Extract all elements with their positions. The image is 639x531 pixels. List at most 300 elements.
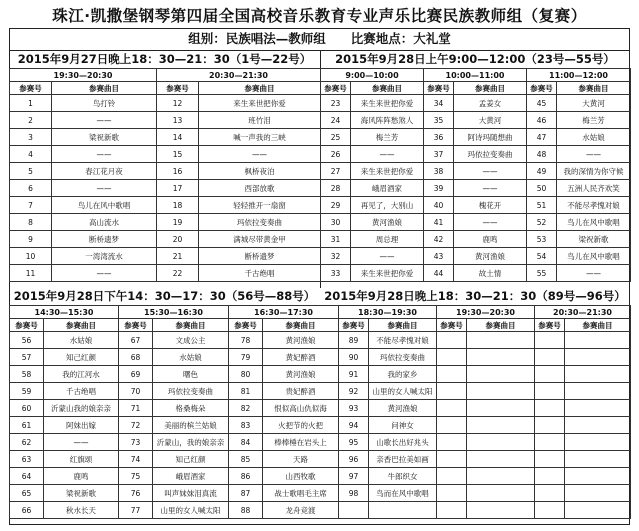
- entry-song: 山歌长出好兆头: [369, 434, 437, 451]
- entry-number: [437, 349, 467, 366]
- table-row: [10, 383, 339, 400]
- entry-song: 班竹泪: [199, 112, 321, 129]
- entry-number: 89: [339, 332, 369, 349]
- subtitle: 组别：民族唱法—教师组 比赛地点：大礼堂: [188, 31, 451, 46]
- entry-song: 千古绝唱: [199, 265, 321, 282]
- entry-song: 牛郎织女: [369, 468, 437, 485]
- entry-song: 鸟儿在风中歌唱: [557, 248, 631, 265]
- entry-number: 59: [10, 383, 44, 400]
- column-header-song: 参赛曲目: [351, 82, 424, 95]
- entry-number: [437, 485, 467, 502]
- entry-number: 79: [229, 349, 263, 366]
- table-bottom-right: [338, 305, 631, 519]
- entry-song: 我的江河水: [44, 366, 119, 383]
- entry-song: 来生来世把你爱: [199, 95, 321, 112]
- entry-number: 43: [424, 248, 454, 265]
- entry-number: 58: [10, 366, 44, 383]
- table-row: [339, 451, 631, 468]
- entry-song: 问神女: [369, 417, 437, 434]
- entry-number: 36: [424, 129, 454, 146]
- entry-number: [437, 468, 467, 485]
- entry-song: 叫声妹妹泪真流: [153, 485, 229, 502]
- entry-song: 西部放歌: [199, 180, 321, 197]
- table-row: [10, 485, 339, 502]
- entry-number: 56: [10, 332, 44, 349]
- column-header-number: 参赛号: [321, 82, 351, 95]
- entry-song: 不能尽孝愧对娘: [557, 197, 631, 214]
- entry-number: 24: [321, 112, 351, 129]
- entry-song: 枫桥夜泊: [199, 163, 321, 180]
- entry-song: [565, 349, 631, 366]
- entry-song: [467, 434, 535, 451]
- column-header-number: 参赛号: [437, 319, 467, 332]
- entry-number: [437, 417, 467, 434]
- entry-number: [437, 383, 467, 400]
- entry-number: 41: [424, 214, 454, 231]
- banner-bottom-left: 2015年9月28日下午14：30—17：30（56号—88号）: [13, 289, 316, 303]
- time-slot: 10:00—11:00: [424, 69, 527, 82]
- entry-number: 98: [339, 485, 369, 502]
- entry-song: 黄河渔娘: [369, 400, 437, 417]
- table-row: [10, 248, 321, 265]
- time-slot: 20:30—21:30: [157, 69, 321, 82]
- column-header-song: 参赛曲目: [263, 319, 339, 332]
- entry-number: [437, 400, 467, 417]
- table-top-right: [320, 68, 631, 282]
- time-slot: 20:30—21:30: [535, 306, 631, 319]
- entry-number: [535, 332, 565, 349]
- entry-song: 贵妃醉酒: [263, 383, 339, 400]
- entry-number: 71: [119, 400, 153, 417]
- banner-top-right: 2015年9月28日上午9:00—12:00（23号—55号）: [335, 52, 615, 66]
- entry-number: 54: [527, 248, 557, 265]
- entry-number: 11: [10, 265, 52, 282]
- entry-number: 25: [321, 129, 351, 146]
- entry-song: ——: [52, 112, 157, 129]
- entry-number: [535, 417, 565, 434]
- entry-song: [565, 468, 631, 485]
- entry-number: 37: [424, 146, 454, 163]
- table-row: [10, 95, 321, 112]
- entry-song: [467, 502, 535, 519]
- table-bottom-left: [9, 305, 339, 519]
- entry-number: [535, 349, 565, 366]
- entry-number: [535, 434, 565, 451]
- time-slot: 18:30—19:30: [339, 306, 437, 319]
- column-header-number: 参赛号: [229, 319, 263, 332]
- table-row: [321, 95, 631, 112]
- entry-number: 3: [10, 129, 52, 146]
- time-slot: 19:30—20:30: [437, 306, 535, 319]
- entry-song: 鹿鸣: [454, 231, 527, 248]
- entry-number: [535, 468, 565, 485]
- entry-song: [565, 434, 631, 451]
- entry-song: 峨眉酒家: [153, 468, 229, 485]
- entry-number: 81: [229, 383, 263, 400]
- entry-song: 黄河渔娘: [263, 332, 339, 349]
- entry-number: 84: [229, 434, 263, 451]
- column-header-number: 参赛号: [339, 319, 369, 332]
- table-row: [321, 214, 631, 231]
- entry-song: 周总理: [351, 231, 424, 248]
- entry-number: 20: [157, 231, 199, 248]
- table-row: [321, 129, 631, 146]
- entry-song: 玛依拉变奏曲: [369, 349, 437, 366]
- entry-number: 49: [527, 163, 557, 180]
- entry-song: [467, 349, 535, 366]
- table-row: [321, 180, 631, 197]
- table-row: [10, 146, 321, 163]
- entry-song: [369, 502, 437, 519]
- entry-song: [565, 502, 631, 519]
- time-slot-row: [10, 306, 339, 319]
- entry-number: [535, 451, 565, 468]
- entry-song: 断桥遗梦: [52, 231, 157, 248]
- entry-number: 23: [321, 95, 351, 112]
- entry-number: 50: [527, 180, 557, 197]
- time-slot: 9:00—10:00: [321, 69, 424, 82]
- column-header-number: 参赛号: [10, 319, 44, 332]
- entry-song: 玛依拉变奏曲: [454, 146, 527, 163]
- entry-song: 文成公主: [153, 332, 229, 349]
- table-row: [10, 197, 321, 214]
- entry-song: ——: [52, 146, 157, 163]
- banner-top-left: 2015年9月27日晚上18：30—21：30（1号—22号）: [17, 52, 312, 66]
- entry-song: 玛依拉变奏曲: [153, 383, 229, 400]
- entry-song: 火把节的火把: [263, 417, 339, 434]
- entry-number: 44: [424, 265, 454, 282]
- entry-number: 70: [119, 383, 153, 400]
- table-row: [10, 163, 321, 180]
- entry-song: ——: [199, 146, 321, 163]
- entry-song: ——: [454, 214, 527, 231]
- entry-number: [535, 383, 565, 400]
- header-row: [10, 319, 339, 332]
- table-row: [10, 180, 321, 197]
- entry-number: 15: [157, 146, 199, 163]
- entry-number: [437, 366, 467, 383]
- entry-number: 45: [527, 95, 557, 112]
- time-slot: 19:30—20:30: [10, 69, 157, 82]
- entry-number: 30: [321, 214, 351, 231]
- entry-song: [565, 485, 631, 502]
- entry-song: 天路: [263, 451, 339, 468]
- table-row: [339, 366, 631, 383]
- entry-number: 4: [10, 146, 52, 163]
- entry-song: 鸟打铃: [52, 95, 157, 112]
- entry-number: 26: [321, 146, 351, 163]
- entry-song: 槐花开: [454, 197, 527, 214]
- entry-number: 22: [157, 265, 199, 282]
- entry-song: 沂蒙山我的娘亲亲: [44, 400, 119, 417]
- column-header-song: 参赛曲目: [199, 82, 321, 95]
- entry-number: 16: [157, 163, 199, 180]
- table-row: [321, 265, 631, 282]
- entry-number: 33: [321, 265, 351, 282]
- entry-number: 28: [321, 180, 351, 197]
- entry-number: 67: [119, 332, 153, 349]
- table-row: [10, 231, 321, 248]
- entry-song: 断桥遗梦: [199, 248, 321, 265]
- entry-number: 13: [157, 112, 199, 129]
- entry-song: [565, 383, 631, 400]
- entry-number: 60: [10, 400, 44, 417]
- entry-number: 7: [10, 197, 52, 214]
- time-slot: 14:30—15:30: [10, 306, 119, 319]
- entry-song: 轻轻推开一扇窗: [199, 197, 321, 214]
- table-row: [321, 231, 631, 248]
- entry-number: 96: [339, 451, 369, 468]
- column-header-song: 参赛曲目: [557, 82, 631, 95]
- entry-song: 孟姜女: [454, 95, 527, 112]
- entry-song: ——: [557, 265, 631, 282]
- entry-song: 山里的女人喊太阳: [153, 502, 229, 519]
- entry-number: [437, 332, 467, 349]
- table-row: [339, 502, 631, 519]
- entry-song: 梁祝新歌: [557, 231, 631, 248]
- entry-song: 黄河渔娘: [263, 366, 339, 383]
- entry-song: 水姑娘: [44, 332, 119, 349]
- table-row: [10, 332, 339, 349]
- table-row: [339, 434, 631, 451]
- entry-number: 19: [157, 214, 199, 231]
- table-row: [339, 485, 631, 502]
- entry-song: ——: [351, 146, 424, 163]
- page-title: 珠江·凯撒堡钢琴第四届全国高校音乐教育专业声乐比赛民族教师组（复赛）: [52, 7, 587, 25]
- entry-number: 46: [527, 112, 557, 129]
- table-row: [10, 451, 339, 468]
- entry-song: ——: [44, 434, 119, 451]
- column-header-song: 参赛曲目: [454, 82, 527, 95]
- column-header-song: 参赛曲目: [153, 319, 229, 332]
- entry-song: ——: [454, 163, 527, 180]
- entry-song: 玛依拉变奏曲: [199, 214, 321, 231]
- entry-number: 95: [339, 434, 369, 451]
- table-row: [10, 265, 321, 282]
- table-row: [10, 349, 339, 366]
- table-row: [321, 146, 631, 163]
- entry-number: 6: [10, 180, 52, 197]
- table-row: [10, 366, 339, 383]
- entry-number: 39: [424, 180, 454, 197]
- column-header-number: 参赛号: [157, 82, 199, 95]
- table-row: [321, 197, 631, 214]
- entry-song: 亲香巴拉美如画: [369, 451, 437, 468]
- entry-number: 72: [119, 417, 153, 434]
- entry-number: 97: [339, 468, 369, 485]
- entry-number: 1: [10, 95, 52, 112]
- entry-number: 74: [119, 451, 153, 468]
- entry-number: 52: [527, 214, 557, 231]
- entry-number: 29: [321, 197, 351, 214]
- column-header-number: 参赛号: [424, 82, 454, 95]
- column-header-number: 参赛号: [10, 82, 52, 95]
- entry-number: 73: [119, 434, 153, 451]
- entry-number: 88: [229, 502, 263, 519]
- entry-song: [467, 400, 535, 417]
- entry-song: 黄河渔娘: [454, 248, 527, 265]
- entry-number: 82: [229, 400, 263, 417]
- entry-song: 梁祝新歌: [44, 485, 119, 502]
- entry-song: 大黄河: [454, 112, 527, 129]
- entry-number: 64: [10, 468, 44, 485]
- entry-number: 31: [321, 231, 351, 248]
- entry-song: 再见了，大别山: [351, 197, 424, 214]
- entry-number: 21: [157, 248, 199, 265]
- entry-song: 鸟儿在风中歌唱: [557, 214, 631, 231]
- entry-number: 77: [119, 502, 153, 519]
- entry-song: 黄河渔娘: [351, 214, 424, 231]
- entry-song: 高山流水: [52, 214, 157, 231]
- entry-number: [437, 451, 467, 468]
- table-row: [10, 417, 339, 434]
- entry-song: [467, 451, 535, 468]
- entry-number: 57: [10, 349, 44, 366]
- entry-number: 94: [339, 417, 369, 434]
- entry-song: 知己红颜: [153, 451, 229, 468]
- table-row: [10, 112, 321, 129]
- time-slot-row: [10, 69, 321, 82]
- table-row: [339, 468, 631, 485]
- entry-song: [565, 366, 631, 383]
- entry-number: 40: [424, 197, 454, 214]
- entry-number: 9: [10, 231, 52, 248]
- entry-song: [467, 468, 535, 485]
- entry-song: 故土情: [454, 265, 527, 282]
- entry-number: 2: [10, 112, 52, 129]
- table-row: [321, 163, 631, 180]
- column-header-number: 参赛号: [527, 82, 557, 95]
- entry-number: [535, 400, 565, 417]
- table-row: [10, 400, 339, 417]
- entry-number: 51: [527, 197, 557, 214]
- column-header-song: 参赛曲目: [44, 319, 119, 332]
- entry-number: 55: [527, 265, 557, 282]
- entry-song: 山里的女人喊太阳: [369, 383, 437, 400]
- entry-song: [565, 332, 631, 349]
- entry-song: 千古绝唱: [44, 383, 119, 400]
- entry-number: 12: [157, 95, 199, 112]
- header-row: [321, 82, 631, 95]
- entry-number: 5: [10, 163, 52, 180]
- entry-song: ——: [52, 180, 157, 197]
- table-row: [10, 502, 339, 519]
- entry-number: 10: [10, 248, 52, 265]
- entry-number: 63: [10, 451, 44, 468]
- entry-number: 48: [527, 146, 557, 163]
- entry-song: 红旗颂: [44, 451, 119, 468]
- entry-number: 93: [339, 400, 369, 417]
- entry-song: 阿诗玛随想曲: [454, 129, 527, 146]
- column-header-number: 参赛号: [119, 319, 153, 332]
- entry-song: [467, 366, 535, 383]
- entry-song: 来生来世把你爱: [351, 265, 424, 282]
- header-row: [10, 82, 321, 95]
- entry-number: [437, 502, 467, 519]
- entry-song: 鸟而在风中歌唱: [369, 485, 437, 502]
- table-row: [321, 248, 631, 265]
- entry-song: 鹿鸣: [44, 468, 119, 485]
- table-row: [10, 129, 321, 146]
- entry-song: ——: [557, 146, 631, 163]
- entry-number: 47: [527, 129, 557, 146]
- entry-song: 一湾湾流水: [52, 248, 157, 265]
- entry-song: [565, 400, 631, 417]
- entry-number: 62: [10, 434, 44, 451]
- entry-number: 14: [157, 129, 199, 146]
- table-row: [339, 383, 631, 400]
- time-slot-row: [321, 69, 631, 82]
- column-header-song: 参赛曲目: [52, 82, 157, 95]
- entry-number: [535, 502, 565, 519]
- entry-number: 85: [229, 451, 263, 468]
- header-row: [339, 319, 631, 332]
- entry-song: 棒棒棰在岩头上: [263, 434, 339, 451]
- entry-number: 75: [119, 468, 153, 485]
- column-header-song: 参赛曲目: [369, 319, 437, 332]
- entry-number: 68: [119, 349, 153, 366]
- table-row: [339, 417, 631, 434]
- entry-number: 38: [424, 163, 454, 180]
- column-header-song: 参赛曲目: [467, 319, 535, 332]
- entry-number: 66: [10, 502, 44, 519]
- entry-number: 90: [339, 349, 369, 366]
- entry-number: 32: [321, 248, 351, 265]
- table-row: [321, 112, 631, 129]
- entry-number: 86: [229, 468, 263, 485]
- entry-song: 我的家乡: [369, 366, 437, 383]
- entry-number: 27: [321, 163, 351, 180]
- entry-song: 格桑梅朵: [153, 400, 229, 417]
- entry-song: [467, 332, 535, 349]
- entry-song: 大黄河: [557, 95, 631, 112]
- entry-song: 来生来世把你爱: [351, 163, 424, 180]
- entry-number: 69: [119, 366, 153, 383]
- entry-song: [467, 485, 535, 502]
- entry-number: 65: [10, 485, 44, 502]
- entry-song: 我的深情为你守候: [557, 163, 631, 180]
- entry-song: 梅兰芳: [557, 112, 631, 129]
- time-slot-row: [339, 306, 631, 319]
- table-top-left: [9, 68, 321, 282]
- entry-song: ——: [351, 248, 424, 265]
- entry-number: [437, 434, 467, 451]
- entry-song: 美丽的槟兰姑娘: [153, 417, 229, 434]
- entry-song: 山西牧歌: [263, 468, 339, 485]
- entry-song: [467, 417, 535, 434]
- entry-number: 34: [424, 95, 454, 112]
- entry-song: 春江花月夜: [52, 163, 157, 180]
- entry-number: 91: [339, 366, 369, 383]
- table-row: [10, 468, 339, 485]
- table-row: [339, 332, 631, 349]
- entry-song: 水姑娘: [153, 349, 229, 366]
- entry-song: 战士歌唱毛主席: [263, 485, 339, 502]
- table-row: [10, 434, 339, 451]
- time-slot: 11:00—12:00: [527, 69, 631, 82]
- entry-number: 35: [424, 112, 454, 129]
- table-row: [10, 214, 321, 231]
- entry-song: 龙舟竞渡: [263, 502, 339, 519]
- entry-song: [565, 417, 631, 434]
- entry-song: [565, 451, 631, 468]
- entry-song: [467, 383, 535, 400]
- entry-song: 沂蒙山，我的娘亲亲: [153, 434, 229, 451]
- entry-song: 满城尽带黄金甲: [199, 231, 321, 248]
- entry-number: 83: [229, 417, 263, 434]
- entry-number: 18: [157, 197, 199, 214]
- time-slot: 15:30—16:30: [119, 306, 229, 319]
